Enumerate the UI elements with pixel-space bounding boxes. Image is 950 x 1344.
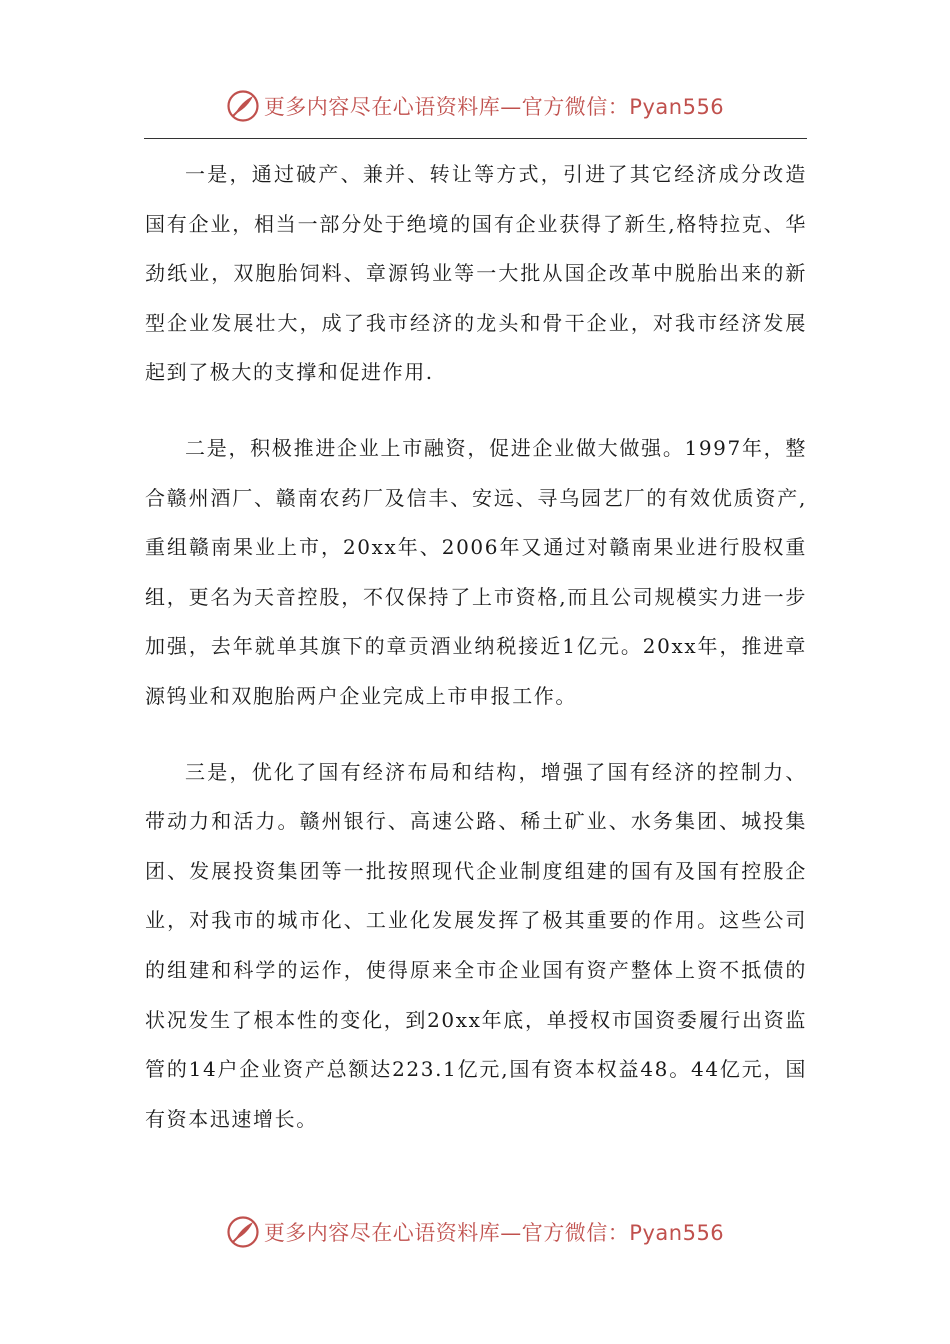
header-banner (0, 86, 950, 126)
quill-pen-icon (226, 89, 260, 123)
paragraph: 二是，积极推进企业上市融资，促进企业做大做强。1997年，整合赣州酒厂、赣南农药厂及信丰、安远、寻乌园艺厂的有效优质资产,重组赣南果业上市，20xx年、2006年又通过对赣南果业进行股权重组，更名为天音控股，不仅保持了上市资格,而且公司规模实力进一步加强，去年就单其旗下的章贡酒业纳税接近1亿元。20xx年，推进章源钨业和双胞胎两户企业完成上市申报工作。 (145, 435, 807, 708)
footer-text: 更多内容尽在心语资料库—官方微信：Pyan556 (263, 1221, 725, 1245)
header-divider (144, 138, 807, 139)
quill-pen-icon (226, 1215, 260, 1249)
header-text: 更多内容尽在心语资料库—官方微信：Pyan556 (263, 95, 725, 119)
paragraph: 一是，通过破产、兼并、转让等方式，引进了其它经济成分改造国有企业，相当一部分处于绝境的国有企业获得了新生,格特拉克、华劲纸业，双胞胎饲料、章源钨业等一大批从国企改革中脱胎出来的新型企业发展壮大，成了我市经济的龙头和骨干企业，对我市经济发展起到了极大的支撑和促进作用. (145, 162, 807, 385)
footer-banner (0, 1212, 950, 1252)
document-body (145, 150, 807, 1170)
paragraph: 三是，优化了国有经济布局和结构，增强了国有经济的控制力、带动力和活力。赣州银行、高速公路、稀土矿业、水务集团、城投集团、发展投资集团等一批按照现代企业制度组建的国有及国有控股企业，对我市的城市化、工业化发展发挥了极其重要的作用。这些公司的组建和科学的运作，使得原来全市企业国有资产整体上资不抵债的状况发生了根本性的变化，到20xx年底，单授权市国资委履行出资监管的14户企业资产总额达223.1亿元,国有资本权益48。44亿元，国有资本迅速增长。 (145, 759, 807, 1131)
